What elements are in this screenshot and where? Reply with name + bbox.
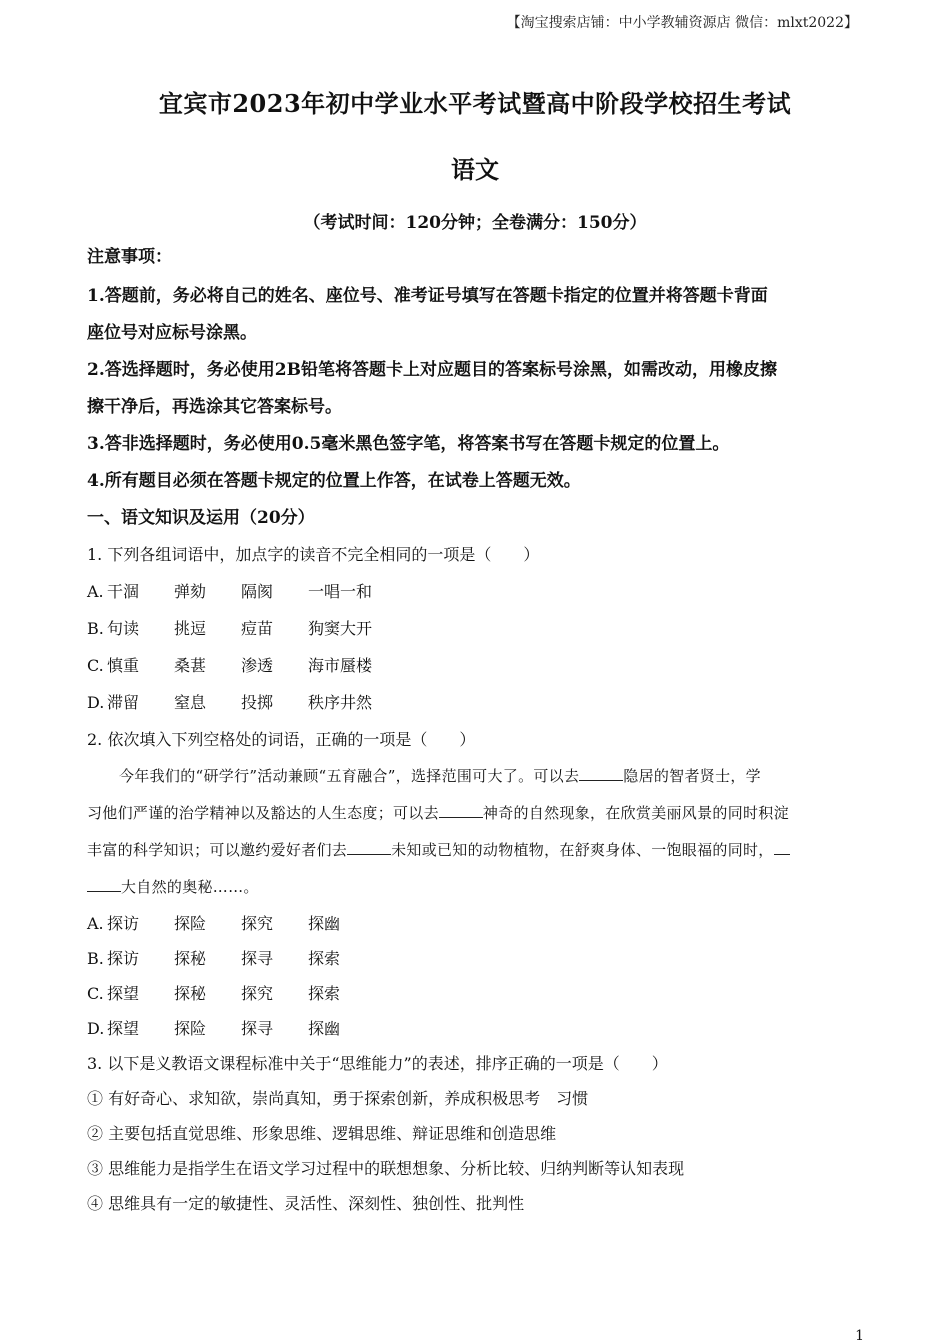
option-word: 探秘 bbox=[174, 949, 207, 968]
option-word: 隔阂 bbox=[241, 582, 274, 601]
option-label: C. bbox=[87, 984, 104, 1003]
option-word: 干涸 bbox=[107, 582, 140, 601]
option-label: D. bbox=[87, 693, 105, 712]
fill-blank bbox=[439, 803, 483, 818]
option-word: 桑葚 bbox=[174, 656, 207, 675]
option-word: 海市蜃楼 bbox=[308, 656, 373, 675]
option-word: 探险 bbox=[174, 914, 207, 933]
question-2-stem: 2. 依次填入下列空格处的词语，正确的一项是（ ） bbox=[87, 730, 476, 749]
option-word: 慎重 bbox=[107, 656, 140, 675]
option-word: 探究 bbox=[241, 914, 274, 933]
option-label: A. bbox=[87, 582, 104, 601]
option-word: 探访 bbox=[107, 949, 140, 968]
page-number: 1 bbox=[855, 1328, 864, 1344]
passage-text: 今年我们的“研学行”活动兼顾“五育融合”，选择范围可大了。可以去 bbox=[119, 767, 580, 785]
question-1-option-a bbox=[87, 573, 862, 610]
option-word: 滞留 bbox=[107, 693, 140, 712]
option-word: 句读 bbox=[107, 619, 140, 638]
option-word: 探望 bbox=[107, 984, 140, 1003]
exam-time-info: （考试时间：120分钟；全卷满分：150分） bbox=[303, 213, 647, 233]
passage-text: 丰富的科学知识；可以邀约爱好者们去 bbox=[87, 841, 348, 859]
question-1-option-d bbox=[87, 684, 862, 721]
notice-item: 4.所有题目必须在答题卡规定的位置上作答，在试卷上答题无效。 bbox=[87, 471, 581, 491]
question-3-statement: ① 有好奇心、求知欲，崇尚真知，勇于探索创新，养成积极思考 习惯 bbox=[87, 1089, 589, 1108]
option-word: 探寻 bbox=[241, 1019, 274, 1038]
passage-text: 神奇的自然现象，在欣赏美丽风景的同时积淀 bbox=[482, 804, 789, 822]
option-word: 窒息 bbox=[174, 693, 207, 712]
exam-title: 宜宾市2023年初中学业水平考试暨高中阶段学校招生考试 bbox=[158, 89, 792, 118]
option-word: 探幽 bbox=[308, 914, 341, 933]
option-word: 秩序井然 bbox=[308, 693, 373, 712]
notice-item: 2.答选择题时，务必使用2B铅笔将答题卡上对应题目的答案标号涂黑，如需改动，用橡皮擦 bbox=[87, 360, 777, 380]
question-3-stem: 3. 以下是义教语文课程标准中关于“思维能力”的表述，排序正确的一项是（ ） bbox=[87, 1054, 668, 1073]
notice-item: 1.答题前，务必将自己的姓名、座位号、准考证号填写在答题卡指定的位置并将答题卡背面 bbox=[87, 286, 768, 306]
passage-text: 未知或已知的动物植物，在舒爽身体、一饱眼福的同时， bbox=[391, 841, 774, 859]
notice-list bbox=[87, 278, 862, 500]
option-word: 挑逗 bbox=[174, 619, 207, 638]
fill-blank bbox=[87, 877, 121, 892]
section-heading: 一、语文知识及运用（20分） bbox=[87, 508, 315, 528]
option-word: 探险 bbox=[174, 1019, 207, 1038]
exam-content bbox=[87, 242, 862, 1221]
question-3-statement: ③ 思维能力是指学生在语文学习过程中的联想想象、分析比较、归纳判断等认知表现 bbox=[87, 1159, 685, 1178]
notice-item: 3.答非选择题时，务必使用0.5毫米黑色签字笔，将答案书写在答题卡规定的位置上。 bbox=[87, 434, 730, 454]
option-word: 探索 bbox=[308, 949, 341, 968]
passage-text: 隐居的智者贤士，学 bbox=[623, 767, 761, 785]
question-2-option-c bbox=[87, 976, 862, 1011]
option-word: 痘苗 bbox=[241, 619, 274, 638]
fill-blank bbox=[774, 840, 790, 855]
option-word: 探秘 bbox=[174, 984, 207, 1003]
option-word: 渗透 bbox=[241, 656, 274, 675]
option-word: 投掷 bbox=[241, 693, 274, 712]
fill-blank bbox=[347, 840, 391, 855]
passage-text: 大自然的奥秘……。 bbox=[121, 878, 259, 896]
option-word: 狗窦大开 bbox=[308, 619, 373, 638]
notice-item: 擦干净后，再选涂其它答案标号。 bbox=[87, 397, 342, 417]
question-2-passage bbox=[87, 758, 862, 906]
question-2-option-b bbox=[87, 941, 862, 976]
question-3-statement: ④ 思维具有一定的敏捷性、灵活性、深刻性、独创性、批判性 bbox=[87, 1194, 525, 1213]
question-1-option-c bbox=[87, 647, 862, 684]
option-label: D. bbox=[87, 1019, 105, 1038]
question-1-stem: 1. 下列各组词语中，加点字的读音不完全相同的一项是（ ） bbox=[87, 545, 540, 564]
option-word: 弹劾 bbox=[174, 582, 207, 601]
notice-item: 座位号对应标号涂黑。 bbox=[87, 323, 257, 343]
passage-text: 习他们严谨的治学精神以及豁达的人生态度；可以去 bbox=[87, 804, 439, 822]
option-word: 一唱一和 bbox=[308, 582, 373, 601]
option-word: 探究 bbox=[241, 984, 274, 1003]
option-word: 探望 bbox=[107, 1019, 140, 1038]
page-header-watermark: 【淘宝搜索店铺：中小学教辅资源店 微信：mlxt2022】 bbox=[506, 15, 858, 31]
option-word: 探访 bbox=[107, 914, 140, 933]
question-1-option-b bbox=[87, 610, 862, 647]
option-label: B. bbox=[87, 619, 104, 638]
option-label: C. bbox=[87, 656, 104, 675]
option-word: 探寻 bbox=[241, 949, 274, 968]
option-label: A. bbox=[87, 914, 104, 933]
notice-heading: 注意事项： bbox=[87, 247, 172, 267]
option-label: B. bbox=[87, 949, 104, 968]
option-word: 探幽 bbox=[308, 1019, 341, 1038]
fill-blank bbox=[579, 766, 623, 781]
exam-subject: 语文 bbox=[451, 155, 499, 184]
question-2-option-d bbox=[87, 1011, 862, 1046]
question-2-option-a bbox=[87, 906, 862, 941]
question-3-statement: ② 主要包括直觉思维、形象思维、逻辑思维、辩证思维和创造思维 bbox=[87, 1124, 557, 1143]
option-word: 探索 bbox=[308, 984, 341, 1003]
